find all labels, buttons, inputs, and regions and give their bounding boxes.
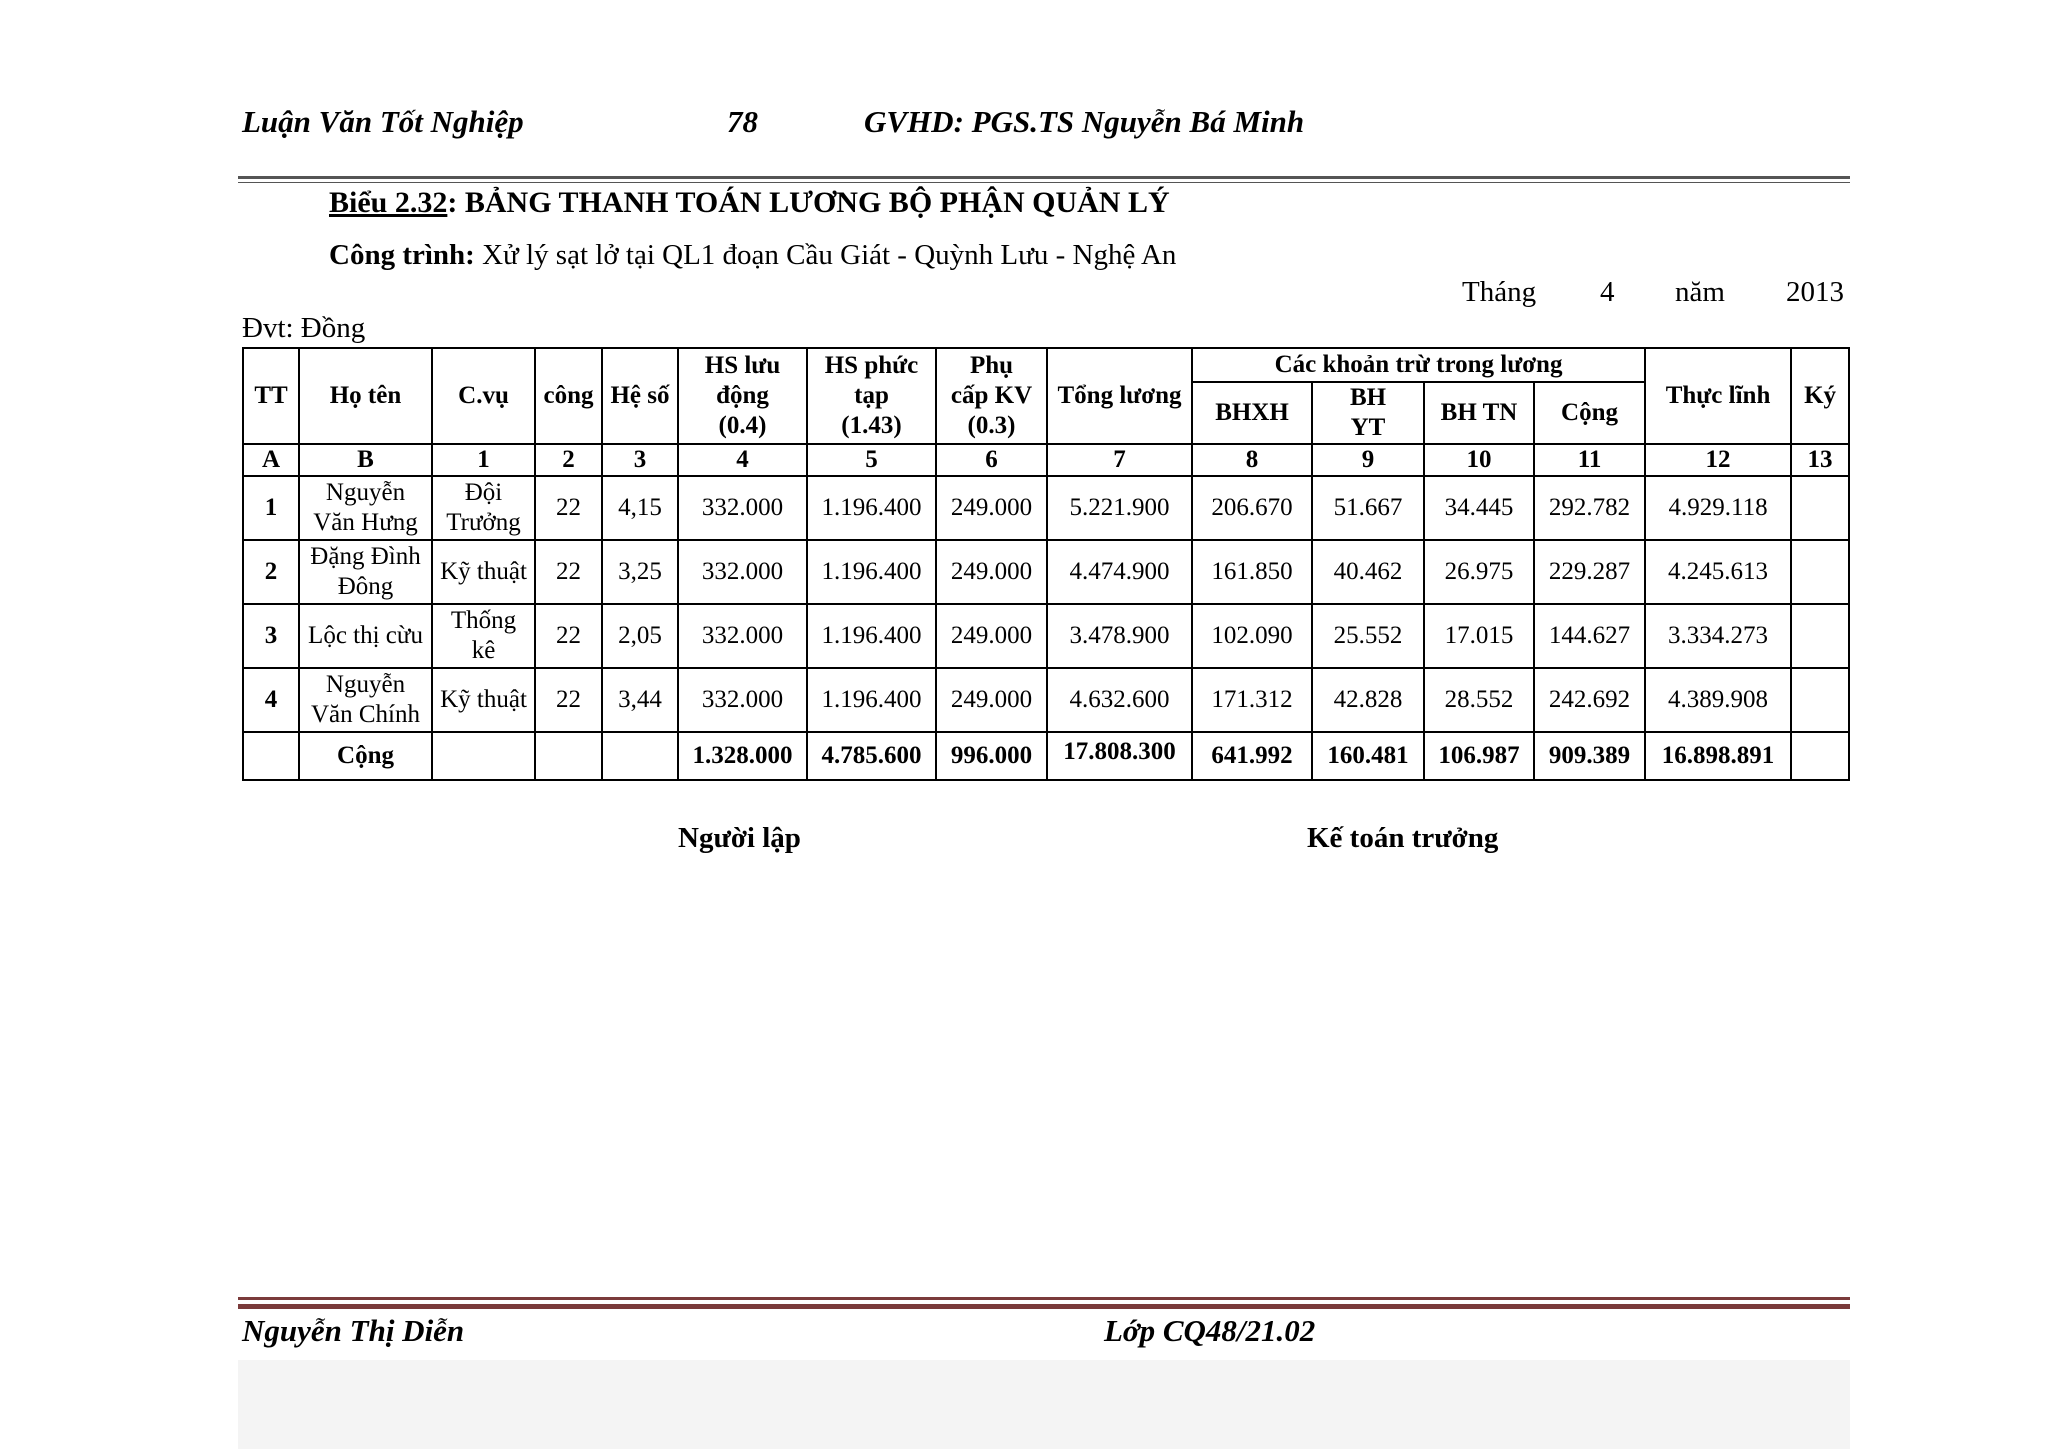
col-header-tt: TT [243,348,299,444]
signature-cell[interactable] [1791,604,1849,668]
total-row [243,732,1849,780]
deductions-sum-cell: 229.287 [1534,540,1645,604]
total-bhxh: 641.992 [1192,732,1312,780]
col-header-net-pay: Thực lĩnh [1645,348,1791,444]
index-cell: 3 [602,444,678,476]
phu-cap-cell: 249.000 [936,604,1047,668]
col-header-phu-cap: Phụ cấp KV (0.3) [936,348,1047,444]
total-empty-cell [432,732,535,780]
signature-cell[interactable] [1791,540,1849,604]
hs-luu-dong-cell: 332.000 [678,604,807,668]
coefficient-cell: 2,05 [602,604,678,668]
net-pay-cell: 4.929.118 [1645,476,1791,540]
workdays-cell: 22 [535,476,602,540]
row-number: 1 [243,476,299,540]
net-pay-cell: 4.389.908 [1645,668,1791,732]
col-header-hs-luu-dong: HS lưu động (0.4) [678,348,807,444]
hs-luu-dong-cell: 332.000 [678,476,807,540]
index-cell: 10 [1424,444,1534,476]
col-header-signature: Ký [1791,348,1849,444]
employee-name: Nguyễn Văn Chính [299,668,432,732]
row-number: 4 [243,668,299,732]
deductions-sum-cell: 292.782 [1534,476,1645,540]
total-label: Cộng [299,732,432,780]
col-header-deductions-sum: Cộng [1534,382,1645,444]
employee-name: Nguyễn Văn Hưng [299,476,432,540]
project-line [329,239,1176,272]
total-salary-cell: 5.221.900 [1047,476,1192,540]
coefficient-cell: 3,25 [602,540,678,604]
hs-luu-dong-cell: 332.000 [678,668,807,732]
net-pay-cell: 3.334.273 [1645,604,1791,668]
bhyt-cell: 40.462 [1312,540,1424,604]
total-bhyt: 160.481 [1312,732,1424,780]
total-salary-cell: 4.632.600 [1047,668,1192,732]
index-cell: 1 [432,444,535,476]
caption-label: Biểu 2.32 [329,186,448,219]
col-header-position: C.vụ [432,348,535,444]
bhtn-cell: 26.975 [1424,540,1534,604]
header-thesis-title: Luận Văn Tốt Nghiệp [242,104,524,139]
net-pay-cell: 4.245.613 [1645,540,1791,604]
table-row [243,540,1849,604]
hs-phuc-tap-cell: 1.196.400 [807,668,936,732]
index-cell: A [243,444,299,476]
phu-cap-cell: 249.000 [936,540,1047,604]
hs-phuc-tap-cell: 1.196.400 [807,476,936,540]
total-salary-cell: 3.478.900 [1047,604,1192,668]
total-empty-cell [243,732,299,780]
row-number: 3 [243,604,299,668]
table-header-row [243,348,1849,382]
index-cell: 9 [1312,444,1424,476]
col-header-hs-phuc-tap: HS phức tạp (1.43) [807,348,936,444]
index-cell: 2 [535,444,602,476]
workdays-cell: 22 [535,604,602,668]
bhyt-cell: 25.552 [1312,604,1424,668]
hs-phuc-tap-cell: 1.196.400 [807,604,936,668]
col-header-deductions-group: Các khoản trừ trong lương [1192,348,1645,382]
row-number: 2 [243,540,299,604]
deductions-sum-cell: 144.627 [1534,604,1645,668]
total-hs-luu-dong: 1.328.000 [678,732,807,780]
hs-phuc-tap-cell: 1.196.400 [807,540,936,604]
bhyt-cell: 51.667 [1312,476,1424,540]
bhxh-cell: 102.090 [1192,604,1312,668]
header-divider [238,176,1850,183]
col-header-total-salary: Tổng lương [1047,348,1192,444]
employee-name: Đặng Đình Đông [299,540,432,604]
employee-position: Kỹ thuật [432,668,535,732]
bhtn-cell: 28.552 [1424,668,1534,732]
total-salary-cell: 4.474.900 [1047,540,1192,604]
employee-position: Đội Trưởng [432,476,535,540]
total-hs-phuc-tap: 4.785.600 [807,732,936,780]
signature-chief-accountant: Kế toán trưởng [1307,822,1499,854]
bhtn-cell: 34.445 [1424,476,1534,540]
footer-author: Nguyễn Thị Diễn [242,1313,465,1348]
period-year: 2013 [1786,276,1844,308]
col-header-workdays: công [535,348,602,444]
index-cell: 11 [1534,444,1645,476]
table-caption [329,186,1170,220]
table-row [243,668,1849,732]
bhxh-cell: 161.850 [1192,540,1312,604]
total-net-pay: 16.898.891 [1645,732,1791,780]
project-value: Xử lý sạt lở tại QL1 đoạn Cầu Giát - Quỳnh Lưu - Nghệ An [474,239,1177,271]
index-cell: 12 [1645,444,1791,476]
coefficient-cell: 4,15 [602,476,678,540]
total-empty-cell [535,732,602,780]
bhyt-cell: 42.828 [1312,668,1424,732]
signature-preparer: Người lập [678,822,801,854]
currency-unit: Đvt: Đồng [242,312,366,344]
bhxh-cell: 206.670 [1192,476,1312,540]
phu-cap-cell: 249.000 [936,668,1047,732]
total-deductions-sum: 909.389 [1534,732,1645,780]
coefficient-cell: 3,44 [602,668,678,732]
index-cell: 8 [1192,444,1312,476]
signature-cell[interactable] [1791,668,1849,732]
employee-position: Kỹ thuật [432,540,535,604]
col-header-coefficient: Hệ số [602,348,678,444]
index-cell: 5 [807,444,936,476]
employee-position: Thống kê [432,604,535,668]
column-index-row [243,444,1849,476]
project-label: Công trình: [329,239,475,271]
header-advisor: GVHD: PGS.TS Nguyễn Bá Minh [864,104,1305,139]
total-salary-sum: 17.808.300 [1047,732,1192,780]
footer-class: Lớp CQ48/21.02 [1104,1313,1316,1348]
period-month: 4 [1600,276,1615,308]
period-year-label: năm [1675,276,1725,308]
col-header-bhyt: BH YT [1312,382,1424,444]
col-header-name: Họ tên [299,348,432,444]
workdays-cell: 22 [535,668,602,732]
workdays-cell: 22 [535,540,602,604]
index-cell: 6 [936,444,1047,476]
col-header-bhtn: BH TN [1424,382,1534,444]
index-cell: 13 [1791,444,1849,476]
bhxh-cell: 171.312 [1192,668,1312,732]
total-bhtn: 106.987 [1424,732,1534,780]
index-cell: 4 [678,444,807,476]
col-header-bhxh: BHXH [1192,382,1312,444]
index-cell: 7 [1047,444,1192,476]
deductions-sum-cell: 242.692 [1534,668,1645,732]
total-empty-cell [1791,732,1849,780]
payroll-table [242,347,1850,781]
total-empty-cell [602,732,678,780]
employee-name: Lộc thị cừu [299,604,432,668]
footer-divider [238,1297,1850,1309]
hs-luu-dong-cell: 332.000 [678,540,807,604]
period-month-label: Tháng [1462,276,1537,308]
total-phu-cap: 996.000 [936,732,1047,780]
phu-cap-cell: 249.000 [936,476,1047,540]
page-bottom-shade [238,1360,1850,1449]
signature-cell[interactable] [1791,476,1849,540]
index-cell: B [299,444,432,476]
caption-title: : BẢNG THANH TOÁN LƯƠNG BỘ PHẬN QUẢN LÝ [447,186,1170,219]
table-row [243,604,1849,668]
table-row [243,476,1849,540]
bhtn-cell: 17.015 [1424,604,1534,668]
header-page-number: 78 [727,104,758,139]
